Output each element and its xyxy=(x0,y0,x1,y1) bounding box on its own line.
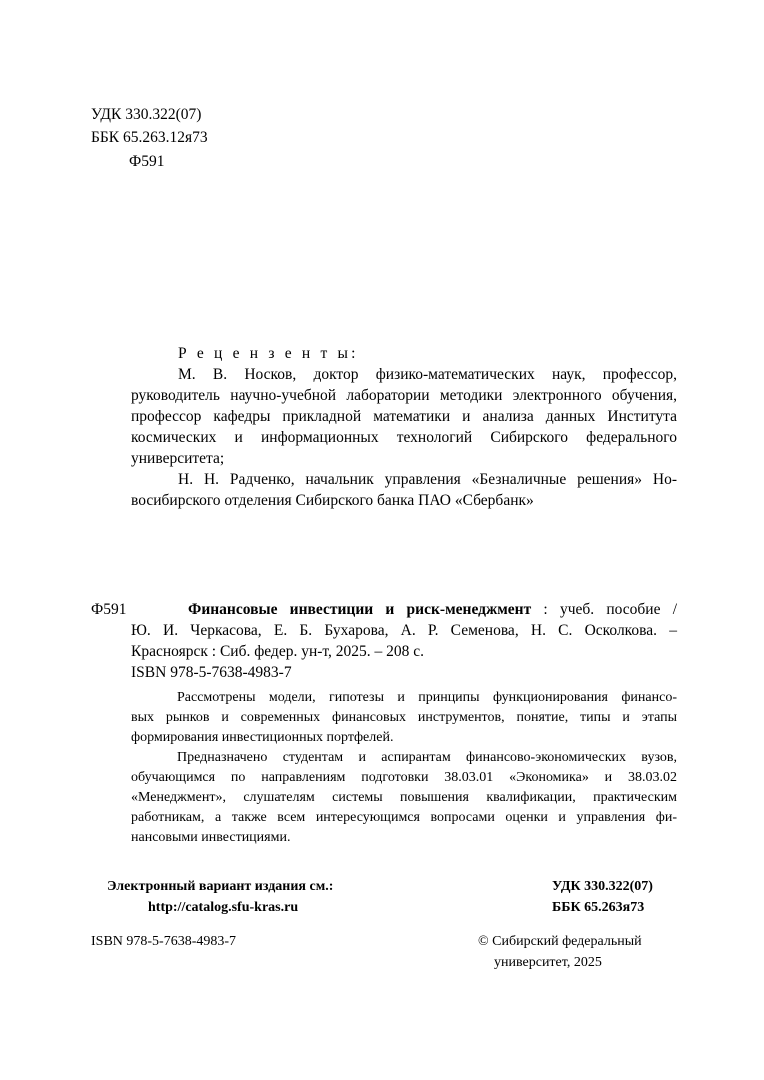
annotation-p1-line-2: вых рынков и современных финансовых инструментов, понятие, типы и этапы xyxy=(131,710,677,725)
bibliographic-mark: Ф591 xyxy=(91,601,127,618)
electronic-version-url[interactable]: http://catalog.sfu-kras.ru xyxy=(148,900,299,915)
reviewer-line-7: восибирского отделения Сибирского банка ПАО «Сбербанк» xyxy=(131,492,534,509)
electronic-version-label: Электронный вариант издания см.: xyxy=(107,879,334,894)
annotation-p1-line-3: формирования инвестиционных портфелей. xyxy=(131,730,394,745)
bbk-code-bottom: ББК 65.263я73 xyxy=(552,900,645,915)
annotation-p1-line-1: Рассмотрены модели, гипотезы и принципы функционирования финансо- xyxy=(177,690,677,705)
book-title: Финансовые инвестиции и риск-менеджмент xyxy=(188,601,532,618)
bibliographic-isbn: ISBN 978-5-7638-4983-7 xyxy=(131,664,292,681)
book-title-suffix: : учеб. пособие / xyxy=(531,601,678,618)
annotation-p2-line-3: «Менеджмент», слушателям системы повышения квалификации, практическим xyxy=(131,790,677,805)
annotation-p2-line-5: нансовыми инвестициями. xyxy=(131,830,291,845)
udk-code: УДК 330.322(07) xyxy=(91,106,202,123)
copyright-line-2: университет, 2025 xyxy=(494,955,602,970)
author-mark: Ф591 xyxy=(129,153,165,170)
reviewer-line-6: Н. Н. Радченко, начальник управления «Безналичные решения» Но- xyxy=(178,471,677,488)
annotation xyxy=(131,688,677,848)
bibliographic-title-line xyxy=(131,599,677,620)
reviewer-line-3: профессор кафедры прикладной математики и анализа данных Института xyxy=(131,408,677,425)
annotation-p2-line-1: Предназначено студентам и аспирантам финансово-экономических вузов, xyxy=(177,750,677,765)
reviewer-line-2: руководитель научно-учебной лаборатории методики электронного обучения, xyxy=(131,387,677,404)
bibliographic-publisher: Красноярск : Сиб. федер. ун-т, 2025. – 208 с. xyxy=(131,643,425,660)
copyright-line-1: © Сибирский федеральный xyxy=(478,934,642,949)
bbk-code: ББК 65.263.12я73 xyxy=(91,129,208,146)
reviewers-heading: Р е ц е н з е н т ы: xyxy=(178,345,359,362)
footer-isbn: ISBN 978-5-7638-4983-7 xyxy=(91,934,237,949)
annotation-p2-line-4: работникам, а также всем интересующимся вопросами оценки и управления фи- xyxy=(131,810,677,825)
udk-code-bottom: УДК 330.322(07) xyxy=(552,879,653,894)
bibliographic-authors: Ю. И. Черкасова, Е. Б. Бухарова, А. Р. Семенова, Н. С. Осколкова. – xyxy=(131,622,677,639)
reviewer-line-1: М. В. Носков, доктор физико-математических наук, профессор, xyxy=(178,366,677,383)
reviewer-line-4: космических и информационных технологий Сибирского федерального xyxy=(131,429,677,446)
bibliographic-record xyxy=(131,599,677,683)
annotation-p2-line-2: обучающимся по направлениям подготовки 38.03.01 «Экономика» и 38.03.02 xyxy=(131,770,677,785)
reviewer-line-5: университета; xyxy=(131,450,225,467)
reviewers-block xyxy=(131,343,677,511)
